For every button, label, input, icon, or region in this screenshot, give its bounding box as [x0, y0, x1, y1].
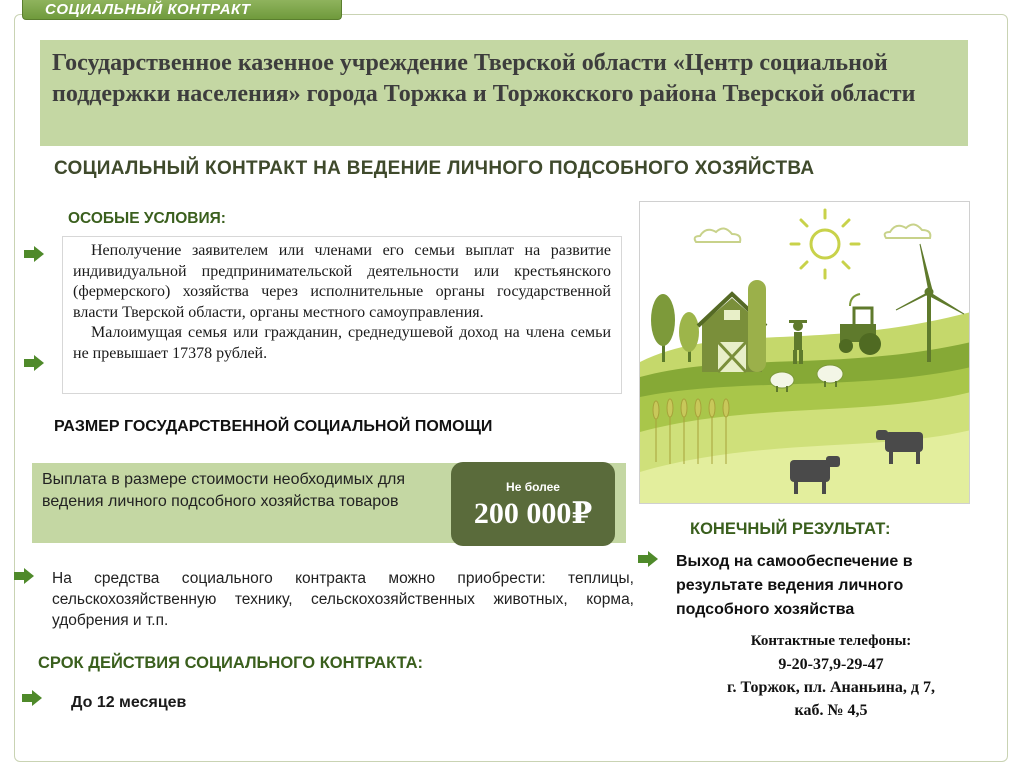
aid-heading: РАЗМЕР ГОСУДАРСТВЕННОЙ СОЦИАЛЬНОЙ ПОМОЩИ [54, 418, 493, 435]
contacts-address-line1: г. Торжок, пл. Ананьина, д 7, [727, 679, 935, 696]
contacts-label: Контактные телефоны: [750, 633, 912, 649]
header-box [40, 40, 968, 146]
aid-description: Выплата в размере стоимости необходимых для ведения личного подсобного хозяйства товаров [42, 471, 406, 510]
arrow-right-icon [24, 355, 44, 371]
top-tab: СОЦИАЛЬНЫЙ КОНТРАКТ [22, 0, 342, 20]
term-heading: СРОК ДЕЙСТВИЯ СОЦИАЛЬНОГО КОНТРАКТА: [38, 654, 424, 672]
main-heading: СОЦИАЛЬНЫЙ КОНТРАКТ НА ВЕДЕНИЕ ЛИЧНОГО ПОДСОБНОГО ХОЗЯЙСТВА [54, 158, 815, 179]
contacts-phones: 9-20-37,9-29-47 [778, 656, 884, 673]
conditions-heading: ОСОБЫЕ УСЛОВИЯ: [68, 210, 226, 227]
result-heading: КОНЕЧНЫЙ РЕЗУЛЬТАТ: [690, 520, 891, 538]
farm-illustration [639, 201, 970, 504]
purchase-text: На средства социального контракта можно приобрести: теплицы, сельскохозяйственную технику, сельскохозяйственных животных, корма, удобрения и т.п. [52, 570, 634, 629]
contacts-block [676, 630, 986, 722]
conditions-box [62, 236, 622, 394]
result-text: Выход на самообеспечение в результате ведения личного подсобного хозяйства [676, 553, 913, 618]
amount-badge [451, 462, 615, 546]
arrow-right-icon [14, 568, 34, 584]
header-title: Государственное казенное учреждение Тверской области «Центр социальной поддержки населения» города Торжка и Торжокского района Тверской области [52, 50, 916, 107]
arrow-right-icon [24, 246, 44, 262]
arrow-right-icon [22, 690, 42, 706]
amount-value: 200 000₽ [473, 497, 593, 530]
contacts-address-line2: каб. № 4,5 [794, 702, 868, 719]
condition-item: Неполучение заявителем или членами его семьи выплат на развитие индивидуальной предпринимательской деятельности или крестьянского (фермерского) хозяйства через исполнительные органы государственной власти Тверской области, органы местного самоуправления. [73, 242, 611, 321]
arrow-right-icon [638, 551, 658, 567]
amount-caption: Не более [506, 480, 560, 494]
term-value: До 12 месяцев [71, 694, 187, 711]
condition-item: Малоимущая семья или гражданин, среднедушевой доход на члена семьи не превышает 17378 рублей. [73, 324, 611, 362]
